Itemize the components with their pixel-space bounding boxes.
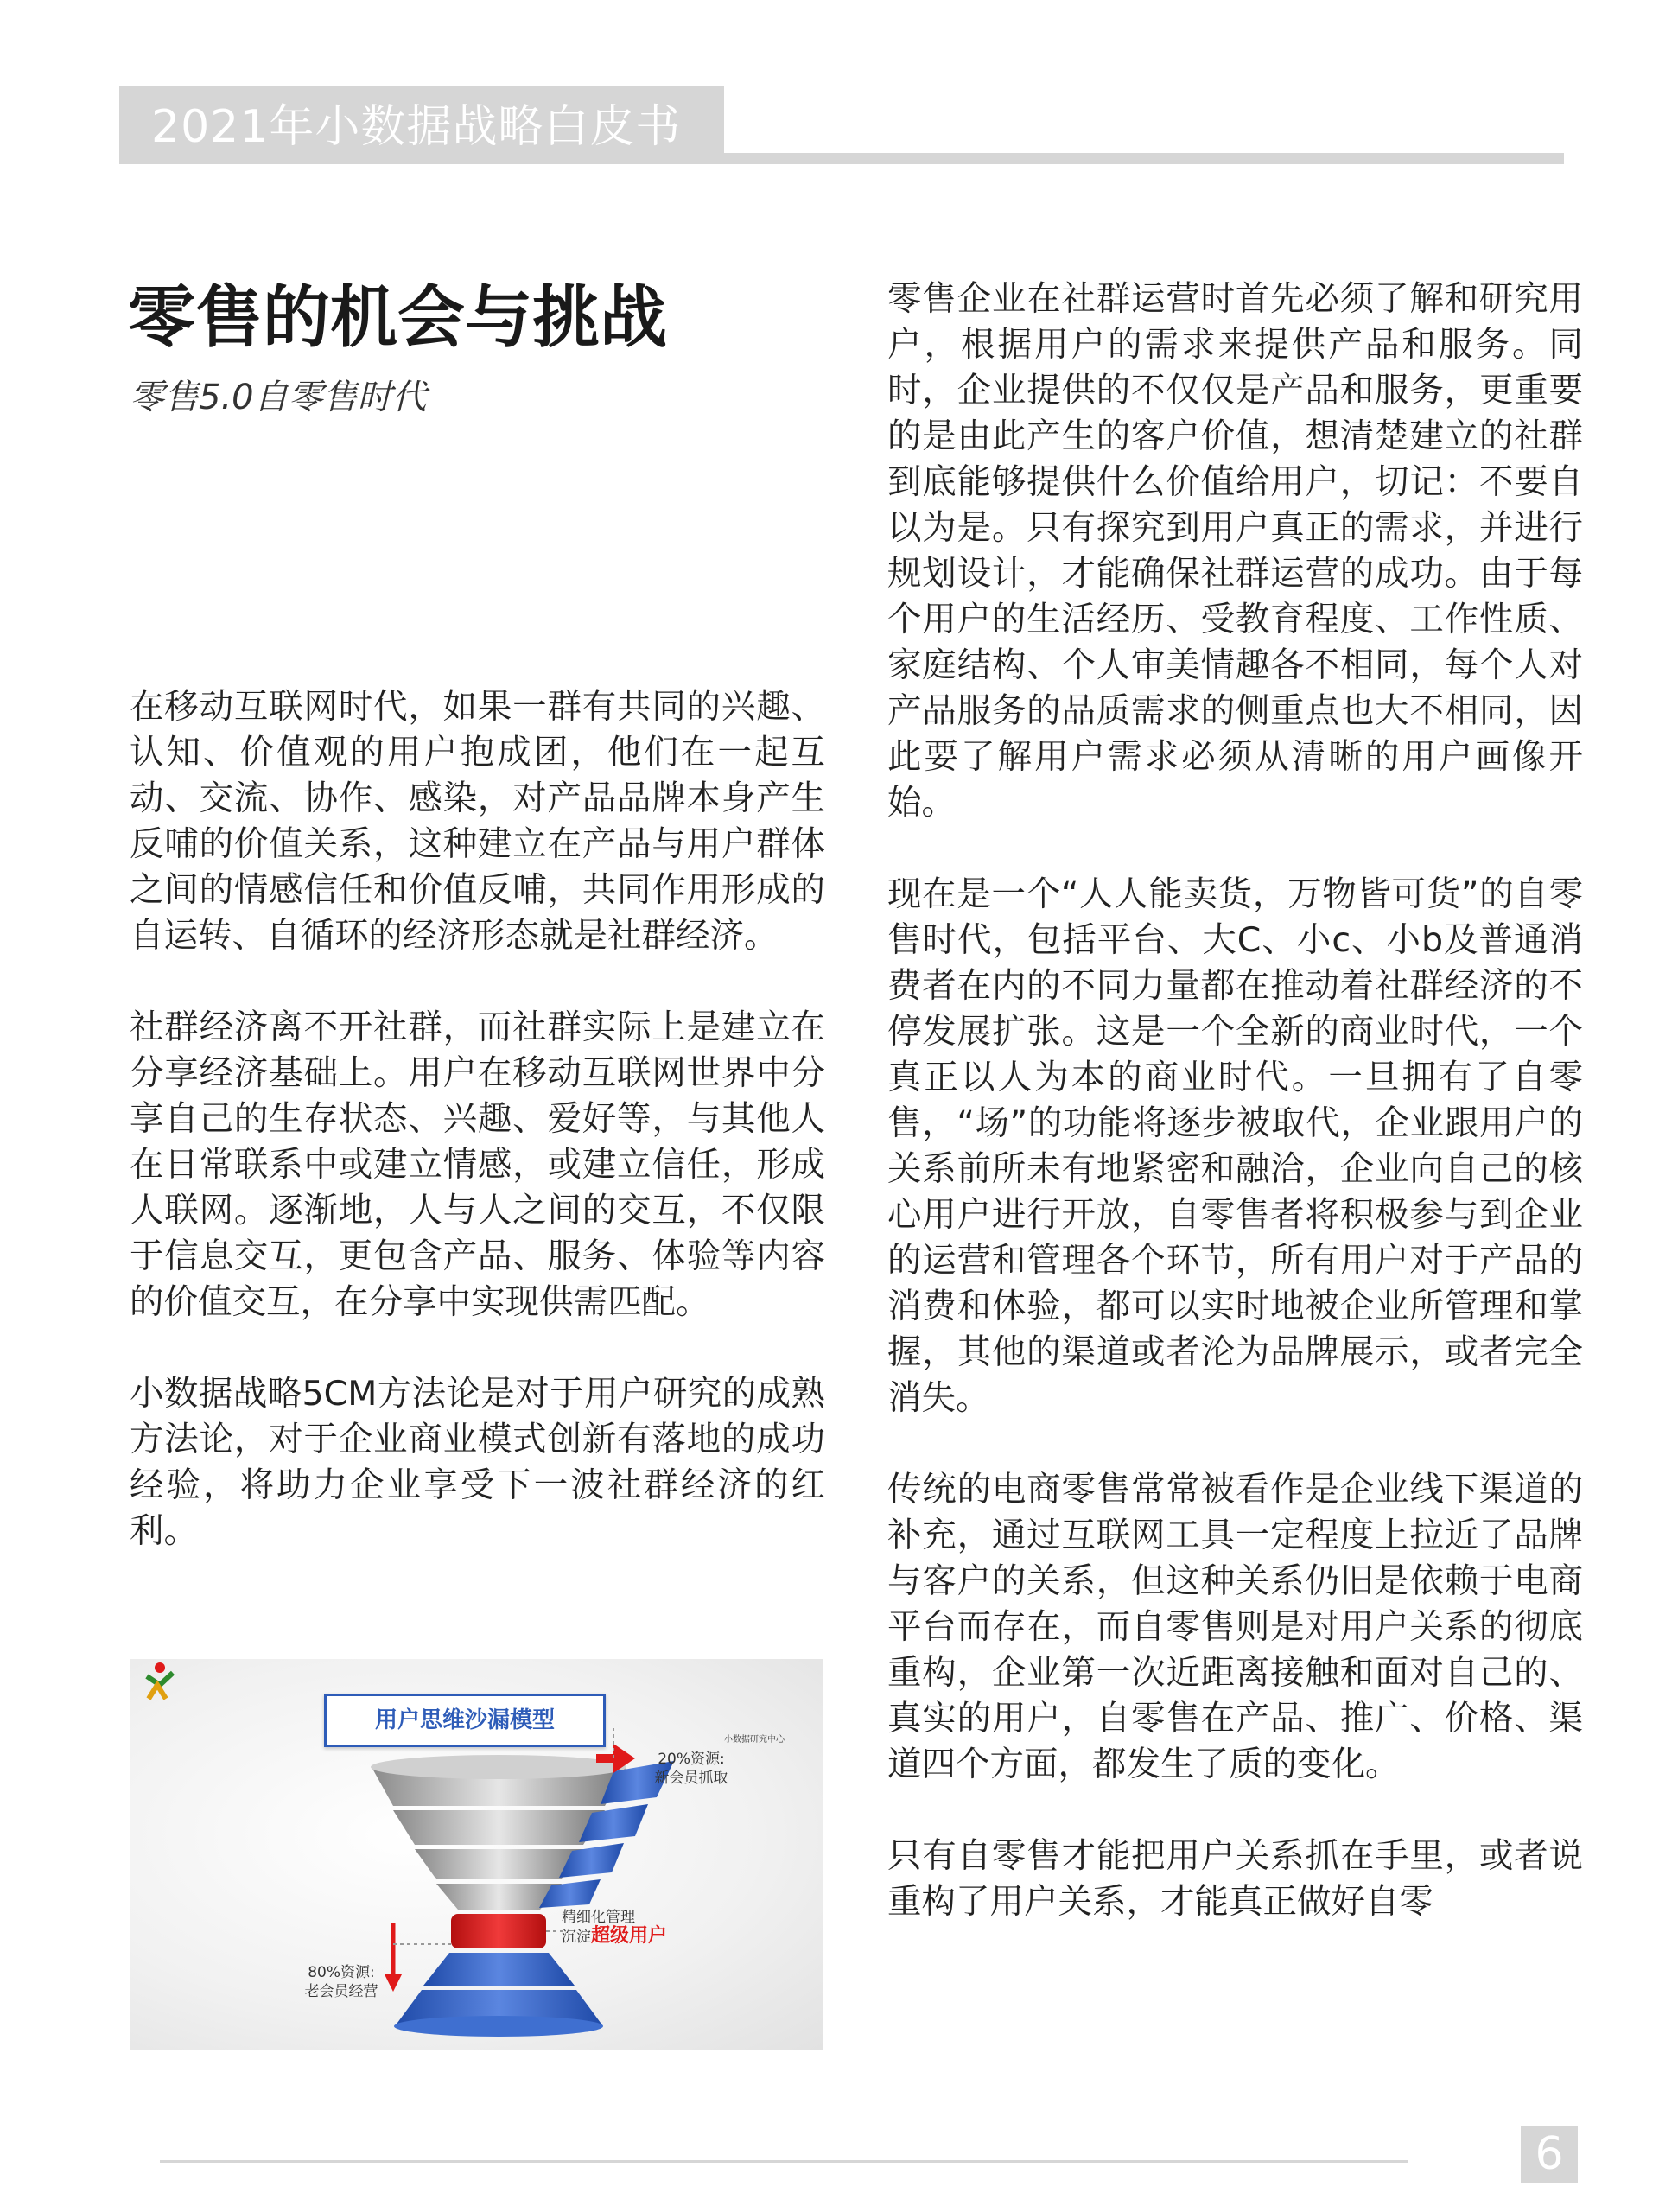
logo-text: 小数据研究中心 bbox=[724, 1735, 785, 1745]
figure-title: 用户思维沙漏模型 bbox=[324, 1694, 606, 1747]
funnel-layer bbox=[415, 1849, 583, 1879]
label-line: 80%资源: bbox=[308, 1964, 375, 1981]
funnel-bottom-layer bbox=[423, 1953, 575, 1986]
label-prefix: 沉淀 bbox=[562, 1929, 591, 1946]
hourglass-model-figure bbox=[130, 1659, 823, 2050]
label-line: 20%资源: bbox=[658, 1751, 725, 1768]
funnel-base bbox=[394, 2016, 603, 2037]
super-user-label bbox=[562, 1908, 734, 1947]
paragraph: 只有自零售才能把用户关系抓在手里，或者说重构了用户关系，才能真正做好自零 bbox=[887, 1836, 1583, 1922]
paragraph: 社群经济离不开社群，而社群实际上是建立在分享经济基础上。用户在移动互联网世界中分享自己的生存状态、兴趣、爱好等，与其他人在日常联系中或建立情感，或建立信任，形成人联网。逐渐地，人与人之间的交互，不仅限于信息交互，更包含产品、服务、体验等内容的价值交互，在分享中实现供需匹配。 bbox=[130, 1007, 825, 1322]
funnel-layer bbox=[393, 1810, 605, 1845]
paragraph: 传统的电商零售常常被看作是企业线下渠道的补充，通过互联网工具一定程度上拉近了品牌与客户的关系，但这种关系仍旧是依赖于电商平台而存在，而自零售则是对用户关系的彻底重构，企业第一次近距离接触和面对自己的、真实的用户，自零售在产品、推广、价格、渠道四个方面，都发生了质的变化。 bbox=[887, 1470, 1583, 1784]
research-center-logo-icon bbox=[130, 1659, 190, 1704]
paragraph: 零售企业在社群运营时首先必须了解和研究用户，根据用户的需求来提供产品和服务。同时，企业提供的不仅仅是产品和服务，更重要的是由此产生的客户价值，想清楚建立的社群到底能够提供什么价值给用户，切记：不要自以为是。只有探究到用户真正的需求，并进行规划设计，才能确保社群运营的成功。由于每个用户的生活经历、受教育程度、工作性质、家庭结构、个人审美情趣各不相同，每个人对产品服务的品质需求的侧重点也大不相同，因此要了解用户需求必须从清晰的用户画像开始。 bbox=[887, 279, 1583, 823]
page-number: 6 bbox=[1521, 2126, 1578, 2183]
label-line bbox=[562, 1927, 734, 1947]
old-member-label bbox=[289, 1963, 393, 2001]
new-member-band bbox=[539, 1879, 601, 1908]
label-line: 老会员经营 bbox=[304, 1983, 378, 2000]
article-subtitle: 零售5.0自零售时代 bbox=[130, 378, 427, 417]
label-line: 精细化管理 bbox=[562, 1909, 635, 1926]
new-member-band bbox=[559, 1843, 624, 1878]
label-highlight: 超级用户 bbox=[591, 1925, 668, 1947]
right-column bbox=[887, 276, 1583, 1971]
paragraph: 小数据战略5CM方法论是对于用户研究的成熟方法论，对于企业商业模式创新有落地的成功经验，将助力企业享受下一波社群经济的红利。 bbox=[130, 1374, 825, 1551]
header-rule bbox=[724, 153, 1564, 164]
left-column bbox=[130, 684, 825, 1600]
paragraph: 现在是一个“人人能卖货，万物皆可货”的自零售时代，包括平台、大C、小c、小b及普通消费者在内的不同力量都在推动着社群经济的不停发展扩张。这是一个全新的商业时代，一个真正以人为本的商业时代。一旦拥有了自零售，“场”的功能将逐步被取代，企业跟用户的关系前所未有地紧密和融洽，企业向自己的核心用户进行开放，自零售者将积极参与到企业的运营和管理各个环节，所有用户对于产品的消费和体验，都可以实时地被企业所管理和掌握，其他的渠道或者沦为品牌展示，或者完全消失。 bbox=[887, 874, 1583, 1418]
document-header-title: 2021年小数据战略白皮书 bbox=[151, 101, 682, 153]
label-line: 新会员抓取 bbox=[654, 1770, 728, 1787]
new-member-label bbox=[639, 1750, 743, 1788]
funnel-layer-top bbox=[371, 1755, 626, 1779]
article-title: 零售的机会与挑战 bbox=[128, 279, 668, 357]
super-user-core bbox=[451, 1914, 546, 1948]
paragraph: 在移动互联网时代，如果一群有共同的兴趣、认知、价值观的用户抱成团，他们在一起互动、交流、协作、感染，对产品品牌本身产生反哺的价值关系，这种建立在产品与用户群体之间的情感信任和价值反哺，共同作用形成的自运转、自循环的经济形态就是社群经济。 bbox=[130, 687, 825, 956]
new-member-band bbox=[579, 1804, 648, 1842]
footer-rule bbox=[160, 2160, 1408, 2163]
